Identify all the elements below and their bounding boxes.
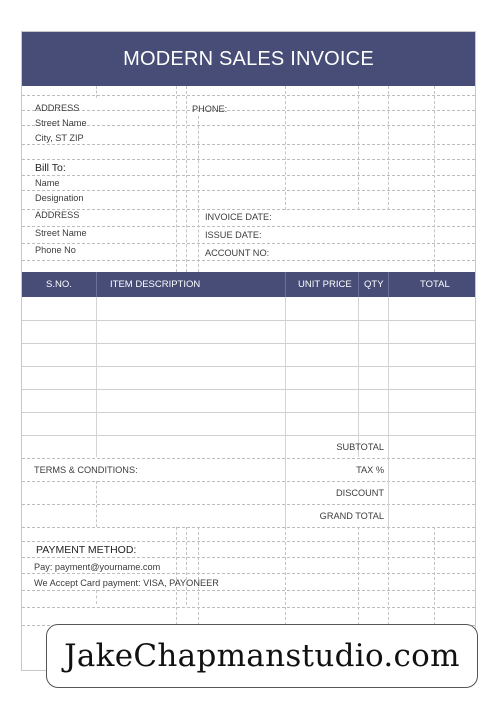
- grid-line: [22, 95, 475, 96]
- grid-line: [22, 607, 475, 608]
- table-row-line: [22, 504, 475, 505]
- subtotal-label: SUBTOTAL: [336, 442, 384, 452]
- grid-line: [96, 590, 97, 604]
- bill-to-name: Name: [35, 178, 60, 188]
- grid-line: [22, 226, 475, 227]
- grid-line: [22, 209, 475, 210]
- grid-line: [22, 144, 475, 145]
- table-row-line: [22, 435, 475, 436]
- header-separator: [388, 272, 389, 297]
- header-separator: [358, 272, 359, 297]
- grid-line: [186, 86, 187, 272]
- grid-line: [358, 527, 359, 625]
- grid-line: [22, 159, 475, 160]
- invoice-date-label: INVOICE DATE:: [205, 212, 272, 222]
- bill-to-designation: Designation: [35, 193, 84, 203]
- table-col-line: [96, 297, 97, 457]
- column-header-unit-price: UNIT PRICE: [298, 279, 352, 290]
- bill-to-address-label: ADDRESS: [35, 210, 80, 220]
- header-separator: [96, 272, 97, 297]
- grid-line: [434, 527, 435, 625]
- table-row-line: [22, 527, 475, 528]
- grid-line: [22, 573, 475, 574]
- grid-line: [22, 243, 475, 244]
- table-col-line: [358, 297, 359, 457]
- grid-line: [22, 557, 475, 558]
- grand-total-label: GRAND TOTAL: [319, 511, 384, 521]
- payment-email: Pay: payment@yourname.com: [34, 562, 161, 572]
- column-header-description: ITEM DESCRIPTION: [110, 279, 201, 290]
- invoice-title: MODERN SALES INVOICE: [22, 32, 475, 86]
- phone-label: PHONE:: [192, 104, 228, 114]
- bill-to-street: Street Name: [35, 228, 87, 238]
- issue-date-label: ISSUE DATE:: [205, 230, 262, 240]
- grid-line: [22, 190, 475, 191]
- tax-label: TAX %: [356, 465, 384, 475]
- header-separator: [285, 272, 286, 297]
- grid-line: [22, 175, 475, 176]
- sender-street: Street Name: [35, 118, 87, 128]
- column-header-sno: S.NO.: [46, 279, 72, 290]
- grid-line: [176, 527, 177, 625]
- grid-line: [22, 260, 475, 261]
- payment-method-label: PAYMENT METHOD:: [36, 544, 137, 556]
- discount-label: DISCOUNT: [336, 488, 384, 498]
- grid-line: [22, 541, 475, 542]
- column-header-qty: QTY: [364, 279, 384, 290]
- grid-line: [198, 527, 199, 625]
- table-row-line: [22, 412, 475, 413]
- table-row-line: [22, 481, 475, 482]
- grid-line: [186, 527, 187, 605]
- grid-line: [388, 527, 389, 625]
- table-col-line: [388, 297, 389, 527]
- terms-label: TERMS & CONDITIONS:: [34, 465, 138, 475]
- sender-city: City, ST ZIP: [35, 133, 84, 143]
- accepted-cards: We Accept Card payment: VISA, PAYONEER: [34, 578, 219, 588]
- table-row-line: [22, 366, 475, 367]
- table-col-line: [285, 297, 286, 527]
- items-table-header: [22, 272, 475, 297]
- grid-line: [22, 590, 475, 591]
- grid-line: [96, 86, 97, 98]
- table-row-line: [22, 320, 475, 321]
- sender-address-label: ADDRESS: [35, 103, 80, 113]
- grid-line: [285, 86, 286, 210]
- grid-line: [285, 527, 286, 625]
- table-row-line: [22, 458, 475, 459]
- table-row-line: [22, 389, 475, 390]
- account-no-label: ACCOUNT NO:: [205, 248, 270, 258]
- table-col-line: [96, 481, 97, 527]
- bill-to-phone: Phone No: [35, 245, 76, 255]
- grid-line: [358, 86, 359, 210]
- grid-line: [388, 86, 389, 210]
- invoice-sheet: [21, 31, 476, 671]
- grid-line: [22, 110, 475, 111]
- column-header-total: TOTAL: [420, 279, 450, 290]
- watermark-banner: JakeChapmanstudio.com: [46, 624, 478, 688]
- table-row-line: [22, 343, 475, 344]
- bill-to-label: Bill To:: [35, 162, 66, 174]
- grid-line: [198, 116, 199, 272]
- grid-line: [22, 125, 475, 126]
- grid-line: [434, 86, 435, 272]
- grid-line: [176, 86, 177, 272]
